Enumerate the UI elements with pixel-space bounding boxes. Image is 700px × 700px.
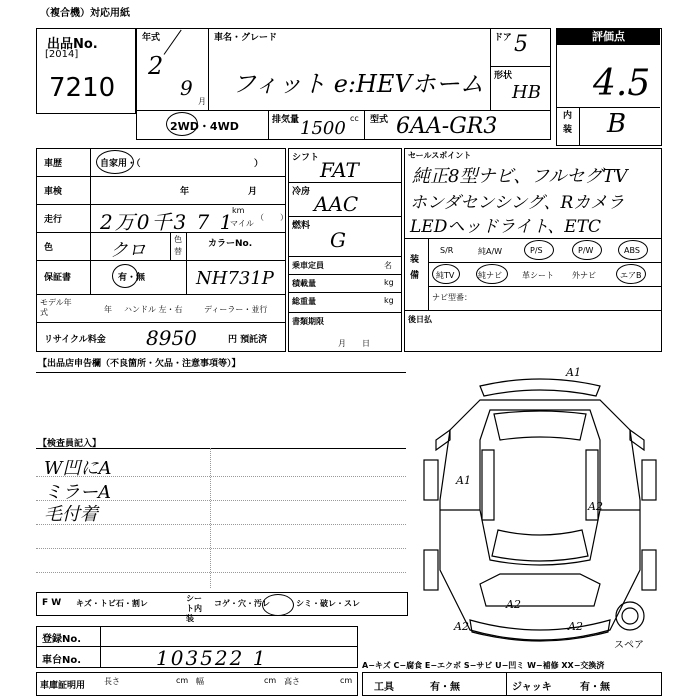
cert-dim-1: 長さ [104,677,120,686]
sales-line-2: ホンダセンシング、Rカメラ [410,193,625,213]
tools-options: 有・無 [430,682,460,693]
jack-options: 有・無 [580,682,610,693]
score-label: 評価点 [557,29,660,45]
equipment-label: 装備 [410,255,420,281]
damage-legend: A−キズ C−腐食 E−エクボ S−サビ U−凹ミ W−補修 XX−交換済 [362,661,605,670]
month-value: 9 [180,76,193,100]
history-value: 自家用・（ [100,159,141,169]
aircon-value: AAC [314,192,359,216]
chassis-label: 車台No. [42,655,82,666]
model-label: 車名・グレード [214,33,278,43]
recycle-unit: 円 預託済 [228,335,268,345]
mark-a2-left-corner: A2 [454,620,469,633]
fw-item-1: キズ・トビ石・割レ [76,599,148,608]
fw-item-4: シミ・破レ・スレ [296,599,360,608]
weight-label: 総重量 [292,297,316,306]
load-label: 積載量 [292,279,316,288]
equip-ext-navi: 外ナビ [572,271,596,280]
sales-line-3: LEDヘッドライト、ETC [410,217,602,237]
displacement-unit: cc [350,114,359,123]
mark-a2-front: A2 [506,598,521,611]
weight-unit: kg [384,296,394,305]
recycle-value: 8950 [146,326,197,350]
fw-item-3: コゲ・穴・汚レ [214,599,270,608]
history-label: 車歴 [44,159,63,169]
shape-label: 形状 [494,71,513,81]
inspection-label: 車検 [44,187,63,197]
model-value: フィット e:HEVホーム [232,70,484,98]
model-code-value: 6AA-GR3 [396,114,498,139]
cert-label: 車庫証明用 [40,681,86,691]
load-unit: kg [384,278,394,287]
lot-number: 7210 [49,73,116,103]
after-label: 後日払 [408,315,432,324]
mark-a1-top: A1 [566,366,581,379]
interior-value: B [607,109,627,139]
chassis-value: 103522 1 [156,646,268,670]
color-no-label: カラーNo. [208,239,253,249]
mileage-paren: （ ） [256,213,288,222]
doors-label: ドア [494,33,512,43]
lot-label: 出品No. [47,37,98,52]
model-year-unit: 年 [104,305,112,314]
lot-year-badge: [2014] [45,49,79,60]
cert-dim-3: 幅 [196,677,204,686]
shift-value: FAT [320,158,359,182]
equip-navi: 純ナビ [478,271,502,280]
fuel-value: G [330,228,346,252]
aircon-label: 冷房 [292,187,311,197]
fw-label: F W [42,598,62,608]
equip-ps: P/S [530,246,543,255]
sales-points-label: セールスポイント [408,151,472,160]
mileage-value: 2万0千3 7 1 [100,210,235,234]
cert-dim-5: 高さ [284,677,300,686]
recycle-label: リサイクル料金 [44,335,106,345]
mileage-unit-km: km [232,206,245,215]
equip-pw: P/W [578,246,594,255]
form-title: （複合機）対応用紙 [40,8,130,19]
inspection-month-unit: 月 [248,187,258,197]
declaration-label: 【出品店申告欄（不良箇所・欠品・注意事項等）】 [38,359,241,369]
equip-leather: 革シート [522,271,554,280]
mileage-label: 走行 [44,215,63,225]
car-diagram [410,370,670,660]
inspector-note-3: 毛付着 [44,504,98,525]
spare-label: スペア [614,640,644,651]
warranty-label: 保証書 [44,273,72,283]
equip-abs: ABS [624,246,640,255]
capacity-unit: 名 [384,261,392,270]
drive-label: 2WD・4WD [170,120,239,133]
sales-line-1: 純正8型ナビ、フルセグTV [412,166,628,187]
cert-dim-6: cm [340,676,353,685]
cert-dim-4: cm [264,676,277,685]
inspector-note-1: W凹にA [44,458,112,479]
shift-label: シフト [292,153,320,163]
model-code-label: 型式 [370,115,389,125]
shape-value: HB [512,82,541,103]
inspector-label: 【検査員記入】 [38,439,102,449]
mark-a2-right-corner: A2 [568,620,583,633]
displacement-label: 排気量 [272,115,300,125]
color-change-label: 色替 [174,235,182,256]
color-no-value: NH731P [196,268,274,289]
displacement-value: 1500 [300,118,346,139]
mileage-unit-mile: マイル [230,219,254,228]
fuel-label: 燃料 [292,221,311,231]
drive-circle [166,112,198,136]
mark-a1-left: A1 [456,474,471,487]
reg-period-label: 書類期限 [292,317,324,326]
doors-value: 5 [514,32,528,57]
inspection-year-unit: 年 [180,187,190,197]
month-unit: 月 [198,97,206,106]
inspector-note-2: ミラーA [44,482,111,503]
score-box [556,28,662,146]
jack-label: ジャッキ [512,682,552,693]
color-value: クロ [110,240,146,261]
model-year-label: モデル年式 [40,298,72,317]
year-label: 年式 [142,33,161,43]
history-close: ） [254,159,264,169]
score-value: 4.5 [593,63,651,104]
equip-tv: 純TV [436,271,455,280]
year-value: 2 [148,52,164,80]
equip-alloy: 純A/W [478,247,503,256]
navi-model-label: ナビ型番： [432,293,472,302]
capacity-label: 乗車定員 [292,261,324,270]
tools-label: 工具 [374,682,394,693]
dealer-label: ディーラー・並行 [204,305,268,314]
reg-label: 登録No. [42,634,82,645]
reg-period-unit: 月 日 [338,339,370,348]
cert-dim-2: cm [176,676,189,685]
interior-label: 内装 [563,111,573,135]
mark-a2-right: A2 [588,500,603,513]
equip-sr: S/R [440,246,454,255]
handle-label: ハンドル 左・右 [124,305,183,314]
equip-airbag: エアB [620,271,642,280]
color-label: 色 [44,243,54,253]
warranty-options: 有・無 [118,273,146,283]
fw-item-2: シート内装 [186,594,202,623]
lot-box [36,28,136,114]
